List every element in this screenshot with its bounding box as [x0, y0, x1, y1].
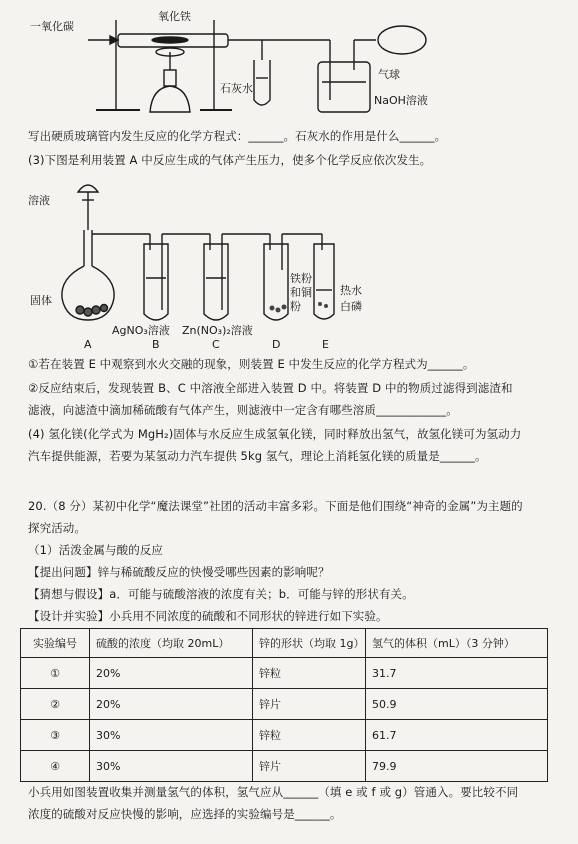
table-cell: ②: [21, 689, 90, 720]
table-cell: 30%: [90, 751, 253, 782]
q4-line1: (4) 氢化镁(化学式为 MgH₂)固体与水反应生成氢氧化镁，同时释放出氢气，故氢化镁可为氢动力: [28, 427, 522, 441]
naoh-label: NaOH溶液: [374, 94, 428, 107]
header-cell: 硫酸的浓度（均取 20mL）: [90, 629, 253, 658]
table-row: [21, 658, 548, 689]
table-row: [21, 751, 548, 782]
table-row: [21, 689, 548, 720]
znno3-label: Zn(NO₃)₂溶液: [182, 324, 253, 337]
table-cell: 50.9: [366, 689, 548, 720]
iron-copper-label: 铁粉和铜粉: [290, 272, 312, 313]
q20-part1: （1）活泼金属与酸的反应: [28, 543, 164, 557]
table-cell: ③: [21, 720, 90, 751]
table-cell: 61.7: [366, 720, 548, 751]
experiment-table: [20, 628, 548, 782]
q20-design: 【设计并实验】小兵用不同浓度的硫酸和不同形状的锌进行如下实验。: [28, 609, 388, 623]
q4-line2: 汽车提供能源，若要为某氢动力汽车提供 5kg 氢气，理论上消耗氢化镁的质量是______。: [28, 449, 487, 463]
table-cell: 锌片: [253, 751, 366, 782]
table-row: [21, 720, 548, 751]
table-cell: 锌粒: [253, 658, 366, 689]
q-equation-line: 写出硬质玻璃管内发生反应的化学方程式：______。石灰水的作用是什么______。: [28, 129, 447, 143]
agno3-label: AgNO₃溶液: [112, 324, 170, 337]
table-cell: 锌粒: [253, 720, 366, 751]
header-cell: 实验编号: [21, 629, 90, 658]
q20-hypothesis: 【猜想与假设】a．可能与硫酸溶液的浓度有关；b．可能与锌的形状有关。: [28, 587, 414, 601]
q3-part2-line1: ②反应结束后，发现装置 B、C 中溶液全部进入装置 D 中。将装置 D 中的物质过滤得到滤渣和: [28, 381, 513, 395]
header-cell: 锌的形状（均取 1g）: [253, 629, 366, 658]
limewater-label: 石灰水: [220, 82, 253, 95]
letter-a: A: [84, 338, 92, 351]
letter-c: C: [212, 338, 220, 351]
table-cell: 79.9: [366, 751, 548, 782]
sequential-reaction-apparatus: [0, 170, 578, 330]
q3-intro: (3)下图是利用装置 A 中反应生成的气体产生压力，使多个化学反应依次发生。: [28, 153, 432, 167]
letter-b: B: [152, 338, 160, 351]
q20-question: 【提出问题】锌与稀硫酸反应的快慢受哪些因素的影响呢？: [28, 565, 330, 579]
table-cell: 锌片: [253, 689, 366, 720]
co-label: 一氧化碳: [30, 20, 74, 33]
table-header-row: [21, 629, 548, 658]
white-phosphorus-label: 白磷: [340, 300, 362, 313]
letter-e: E: [322, 338, 329, 351]
q20-collect-line1: 小兵用如图装置收集并测量氢气的体积，氢气应从______（填 e 或 f 或 g）管通入。要比较不同: [28, 785, 519, 799]
fe2o3-label: 氧化铁: [158, 10, 191, 23]
table-cell: 20%: [90, 689, 253, 720]
table-cell: 31.7: [366, 658, 548, 689]
letter-d: D: [272, 338, 281, 351]
q3-part1: ①若在装置 E 中观察到水火交融的现象，则装置 E 中发生反应的化学方程式为______。: [28, 357, 475, 371]
q20-line2: 探究活动。: [28, 521, 86, 535]
q20-collect-line2: 浓度的硫酸对反应快慢的影响，应选择的实验编号是______。: [28, 807, 342, 821]
solution-label: 溶液: [28, 194, 50, 207]
table-cell: ④: [21, 751, 90, 782]
table-cell: ①: [21, 658, 90, 689]
solid-label: 固体: [30, 294, 52, 307]
q20-line1: 20.（8 分）某初中化学“魔法课堂”社团的活动丰富多彩。下面是他们围绕“神奇的金属”为主题的: [28, 499, 523, 513]
table-cell: 30%: [90, 720, 253, 751]
table-cell: 20%: [90, 658, 253, 689]
co-reduction-apparatus: [0, 0, 578, 130]
header-cell: 氢气的体积（mL）（3 分钟）: [366, 629, 548, 658]
balloon-label: 气球: [378, 68, 400, 81]
q3-part2-line2: 滤液，向滤渣中滴加稀硫酸有气体产生，则滤液中一定含有哪些溶质____________。: [28, 403, 458, 417]
hot-water-label: 热水: [340, 284, 362, 297]
